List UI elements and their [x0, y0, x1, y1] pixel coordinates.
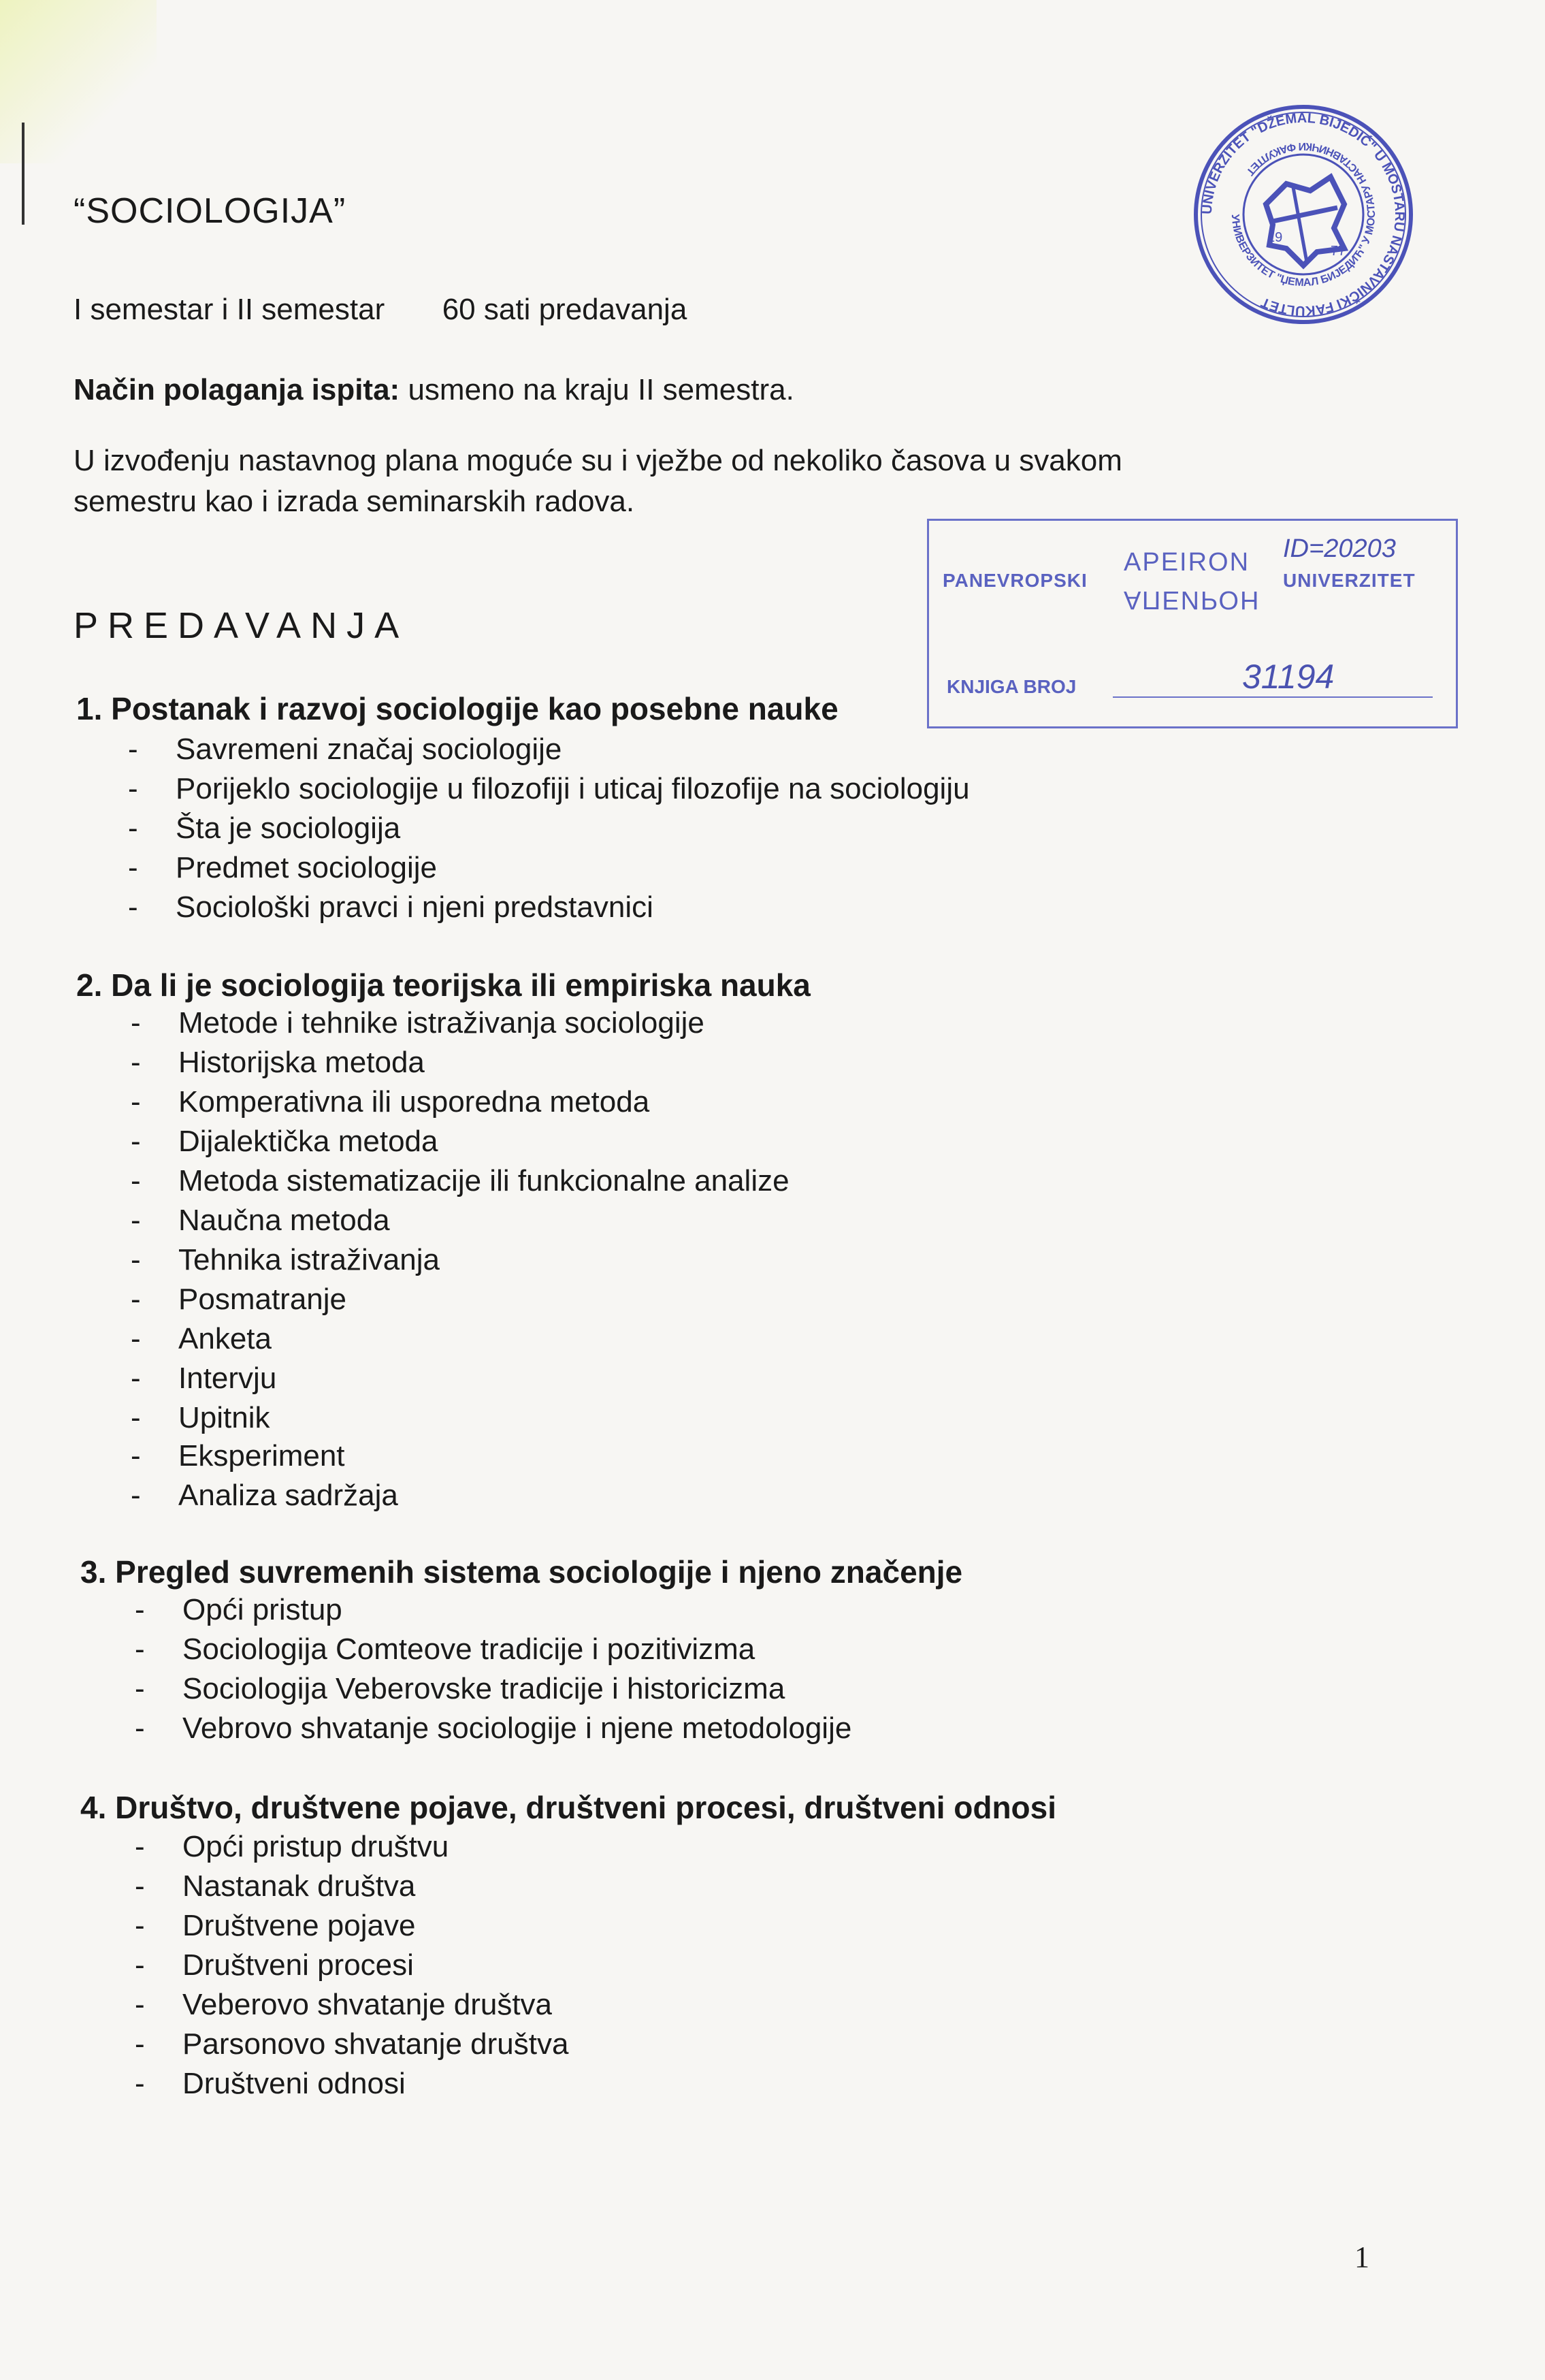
exam-info [74, 373, 794, 407]
margin-mark [22, 123, 25, 225]
list-item: - Sociologija Veberovske tradicije i historicizma [135, 1672, 785, 1705]
list-item: - Naučna metoda [131, 1204, 390, 1237]
stamp-underline [1113, 696, 1433, 698]
list-item: - Komperativna ili usporedna metoda [131, 1085, 650, 1119]
seal-inner-text: УНИВЕРЗИТЕТ "ЏЕМАЛ БИЈЕДИЋ" У МОСТАРУ НАСТАВНИЧКИ ФАКУЛТЕТ [1229, 140, 1378, 289]
list-item: - Tehnika istraživanja [131, 1243, 440, 1276]
list-item: - Analiza sadržaja [131, 1479, 398, 1512]
stamp-logo-mirror: АПЕИРОН [1124, 585, 1261, 614]
university-seal-icon [1191, 102, 1416, 327]
list-item: - Sociološki pravci i njeni predstavnici [128, 890, 653, 924]
semester-text: I semestar i II semestar [74, 293, 385, 326]
exam-label: Način polaganja ispita: [74, 373, 400, 406]
list-item: - Sociologija Comteove tradicije i pozitivizma [135, 1633, 755, 1666]
list-item: - Eksperiment [131, 1439, 345, 1473]
list-item: - Opći pristup [135, 1593, 342, 1626]
topic-heading-3: 3. Pregled suvremenih sistema sociologije i njeno značenje [80, 1554, 963, 1590]
list-item: - Šta je sociologija [128, 811, 401, 845]
list-item: - Nastanak društva [135, 1869, 416, 1903]
list-item: - Historijska metoda [131, 1046, 425, 1079]
list-item: - Predmet sociologije [128, 851, 437, 884]
stamp-right-word: UNIVERZITET [1283, 570, 1416, 591]
list-item: - Metode i tehnike istraživanja sociologije [131, 1006, 704, 1040]
list-item: - Savremeni značaj sociologije [128, 733, 562, 766]
stamp-book-number: 31194 [1242, 658, 1335, 696]
hours-text: 60 sati predavanja [442, 293, 687, 326]
intro-line-2: semestru kao i izrada seminarskih radova. [74, 485, 635, 518]
library-stamp [927, 519, 1458, 728]
list-item: - Društveni procesi [135, 1948, 414, 1982]
list-item: - Metoda sistematizacije ili funkcionalne analize [131, 1164, 790, 1197]
stamp-logo: APEIRON [1124, 548, 1250, 577]
list-item: - Anketa [131, 1322, 272, 1355]
intro-line-1: U izvođenju nastavnog plana moguće su i vježbe od nekoliko časova u svakom [74, 444, 1122, 477]
list-item: - Opći pristup društvu [135, 1830, 449, 1863]
stamp-book-label: KNJIGA BROJ [947, 676, 1077, 697]
list-item: - Porijeklo sociologije u filozofiji i uticaj filozofije na sociologiju [128, 772, 970, 805]
list-item: - Društvene pojave [135, 1909, 416, 1942]
document-title: “SOCIOLOGIJA” [74, 191, 346, 231]
list-item: - Upitnik [131, 1401, 270, 1434]
list-item: - Veberovo shvatanje društva [135, 1988, 553, 2021]
list-item: - Posmatranje [131, 1283, 347, 1316]
exam-text: usmeno na kraju II semestra. [400, 373, 794, 406]
stamp-left-word: PANEVROPSKI [943, 570, 1088, 591]
semester-info [74, 293, 687, 327]
topic-heading-4: 4. Društvo, društvene pojave, društveni procesi, društveni odnosi [80, 1790, 1057, 1825]
list-item: - Vebrovo shvatanje sociologije i njene metodologije [135, 1711, 852, 1745]
topic-heading-1: 1. Postanak i razvoj sociologije kao posebne nauke [76, 691, 839, 726]
list-item: - Društveni odnosi [135, 2067, 406, 2100]
stamp-id-handwritten: ID=20203 [1283, 534, 1396, 563]
list-item: - Intervju [131, 1362, 277, 1395]
list-item: - Dijalektička metoda [131, 1125, 438, 1158]
list-item: - Parsonovo shvatanje društva [135, 2027, 569, 2061]
seal-outer-text: UNIVERZITET "DŽEMAL BIJEDIĆ" U MOSTARU NASTAVNIČKI FAKULTET [1199, 110, 1408, 319]
section-heading: PREDAVANJA [74, 605, 409, 646]
seal-year-right: 77 [1331, 244, 1346, 259]
seal-year-left: 19 [1267, 230, 1283, 245]
topic-heading-2: 2. Da li je sociologija teorijska ili empiriska nauka [76, 967, 811, 1003]
page-number: 1 [1354, 2240, 1369, 2274]
